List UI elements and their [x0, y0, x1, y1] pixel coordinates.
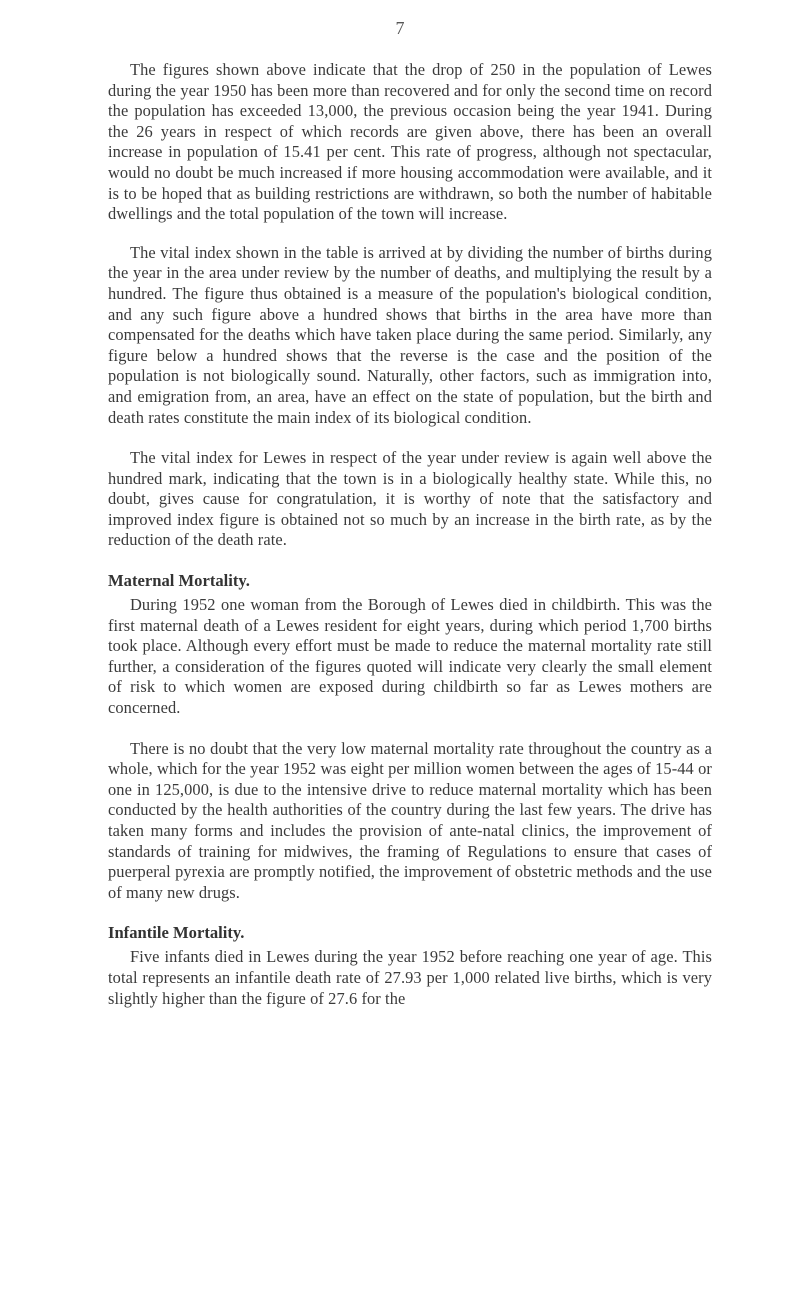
section-maternal-mortality	[108, 571, 712, 903]
paragraph-maternal-death-1952: During 1952 one woman from the Borough of Lewes died in childbirth. This was the first maternal death of a Lewes resident for eight years, during which period 1,700 births took place. Although every effort must be made to reduce the maternal mortality rate still further, a consideration of the figures quoted will indicate very clearly the small element of risk to which women are exposed during childbirth so far as Lewes mothers are concerned.	[108, 595, 712, 718]
heading-infantile-mortality: Infantile Mortality.	[108, 923, 245, 943]
paragraph-infant-deaths-1952: Five infants died in Lewes during the year 1952 before reaching one year of age. This total represents an infantile death rate of 27.93 per 1,000 related live births, which is very slightly higher than the figure of 27.6 for the	[108, 947, 712, 1008]
page-body	[108, 60, 712, 1009]
paragraph-population-figures: The figures shown above indicate that the drop of 250 in the population of Lewes during the year 1950 has been more than recovered and for only the second time on record the population has exceeded 13,000, the previous occasion being the year 1941. During the 26 years in respect of which records are given above, there has been an overall increase in population of 15.41 per cent. This rate of progress, although not spectacular, would no doubt be much increased if more housing accommodation were available, and it is to be hoped that as building restrictions are withdrawn, so both the number of habitable dwellings and the total population of the town will increase.	[108, 60, 712, 224]
heading-maternal-mortality: Maternal Mortality.	[108, 571, 250, 591]
paragraph-vital-index-lewes: The vital index for Lewes in respect of the year under review is again well above the hundred mark, indicating that the town is in a biologically healthy state. While this, no doubt, gives cause for congratulation, it is worthy of note that the satisfactory and improved index figure is obtained not so much by an increase in the birth rate, as by the reduction of the death rate.	[108, 448, 712, 550]
paragraph-maternal-mortality-drive: There is no doubt that the very low maternal mortality rate throughout the country as a whole, which for the year 1952 was eight per million women between the ages of 15-44 or one in 125,000, is due to the intensive drive to reduce maternal mortality which has been conducted by the health authorities of the country during the last few years. The drive has taken many forms and includes the provision of ante-natal clinics, the improvement of standards of training for midwives, the framing of Regulations to ensure that cases of puerperal pyrexia are promptly notified, the improvement of obstetric methods and the use of many new drugs.	[108, 738, 712, 902]
page-number: 7	[395, 18, 405, 38]
section-infantile-mortality	[108, 923, 712, 1009]
paragraph-vital-index-definition: The vital index shown in the table is arrived at by dividing the number of births during the year in the area under review by the number of deaths, and multiplying the result by a hundred. The figure thus obtained is a measure of the population's biological condition, and any such figure above a hundred shows that births in the area have more than compensated for the deaths which have taken place during the same period. Similarly, any figure below a hundred shows that the reverse is the case and the position of the population is not biologically sound. Naturally, other factors, such as immigration into, and emigration from, an area, have an effect on the state of population, but the birth and death rates constitute the main index of its biological condition.	[108, 242, 712, 427]
